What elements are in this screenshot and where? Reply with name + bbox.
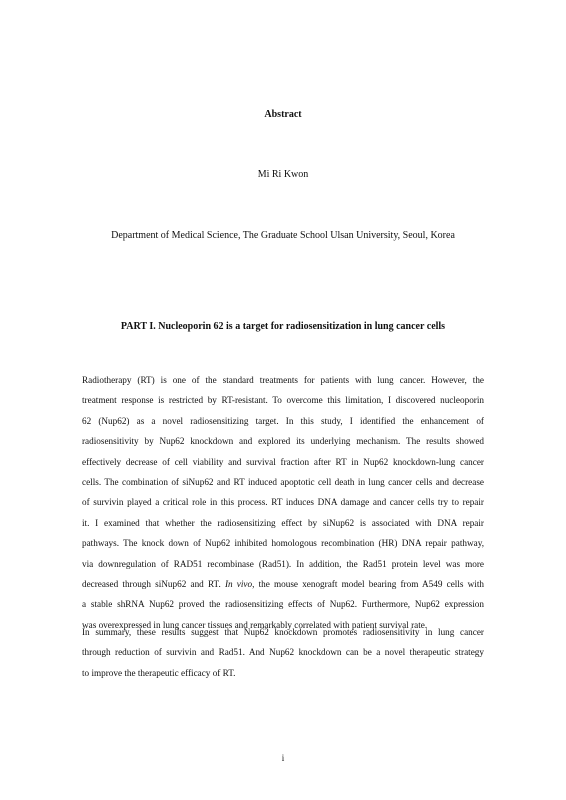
paragraph-line: radiosensitivity by Nup62 knockdown and explored its underlying mechanism. The results showed bbox=[82, 436, 484, 447]
paragraph-line: Radiotherapy (RT) is one of the standard treatments for patients with lung cancer. However, the bbox=[82, 375, 484, 385]
paragraph-line: treatment response is restricted by RT-resistant. To overcome this limitation, I discovered nucleoporin bbox=[82, 395, 484, 406]
line-prefix: decreased through siNup62 and RT. bbox=[82, 578, 225, 589]
paragraph-line: effectively decrease of cell viability and survival fraction after RT in Nup62 knockdown-lung cancer bbox=[82, 456, 484, 467]
paragraph-line: via downregulation of RAD51 recombinase (Rad51). In addition, the Rad51 protein level was more bbox=[82, 558, 484, 569]
paragraph-line: 62 (Nup62) as a novel radiosensitizing target. In this study, I identified the enhancement of bbox=[82, 415, 484, 426]
abstract-paragraph-1 bbox=[82, 370, 484, 635]
author-name: Mi Ri Kwon bbox=[257, 169, 309, 180]
italic-term: In vivo bbox=[224, 578, 253, 589]
paragraph-line: pathways. The knock down of Nup62 inhibited homologous recombination (HR) DNA repair pathway, bbox=[82, 538, 484, 549]
part-title: PART I. Nucleoporin 62 is a target for radiosensitization in lung cancer cells bbox=[120, 321, 446, 332]
paragraph-line: to improve the therapeutic efficacy of RT. bbox=[82, 667, 236, 678]
line-suffix: , the mouse xenograft model bearing from A549 cells with bbox=[252, 578, 484, 589]
paragraph-line: of survivin played a critical role in this process. RT induces DNA damage and cancer cells try to repair bbox=[82, 497, 484, 508]
paragraph-line: through reduction of survivin and Rad51. And Nup62 knockdown can be a novel therapeutic strategy bbox=[82, 647, 484, 658]
page-number: i bbox=[281, 753, 285, 763]
paragraph-line: a stable shRNA Nup62 proved the radiosensitizing effects of Nup62. Furthermore, Nup62 expression bbox=[82, 599, 484, 610]
abstract-title: Abstract bbox=[264, 109, 302, 120]
paragraph-line-with-italic bbox=[82, 574, 484, 594]
author-affiliation: Department of Medical Science, The Graduate School Ulsan University, Seoul, Korea bbox=[111, 230, 455, 241]
paragraph-line: In summary, these results suggest that Nup62 knockdown promotes radiosensitivity in lung cancer bbox=[82, 627, 484, 637]
paragraph-line: was overexpressed in lung cancer tissues and remarkably correlated with patient survival rate. bbox=[82, 619, 428, 630]
abstract-paragraph-2 bbox=[82, 622, 484, 683]
paragraph-line: cells. The combination of siNup62 and RT induced apoptotic cell death in lung cancer cells and decrease bbox=[82, 476, 484, 487]
paragraph-line: it. I examined that whether the radiosensitizing effect by siNup62 is associated with DNA repair bbox=[82, 517, 484, 528]
